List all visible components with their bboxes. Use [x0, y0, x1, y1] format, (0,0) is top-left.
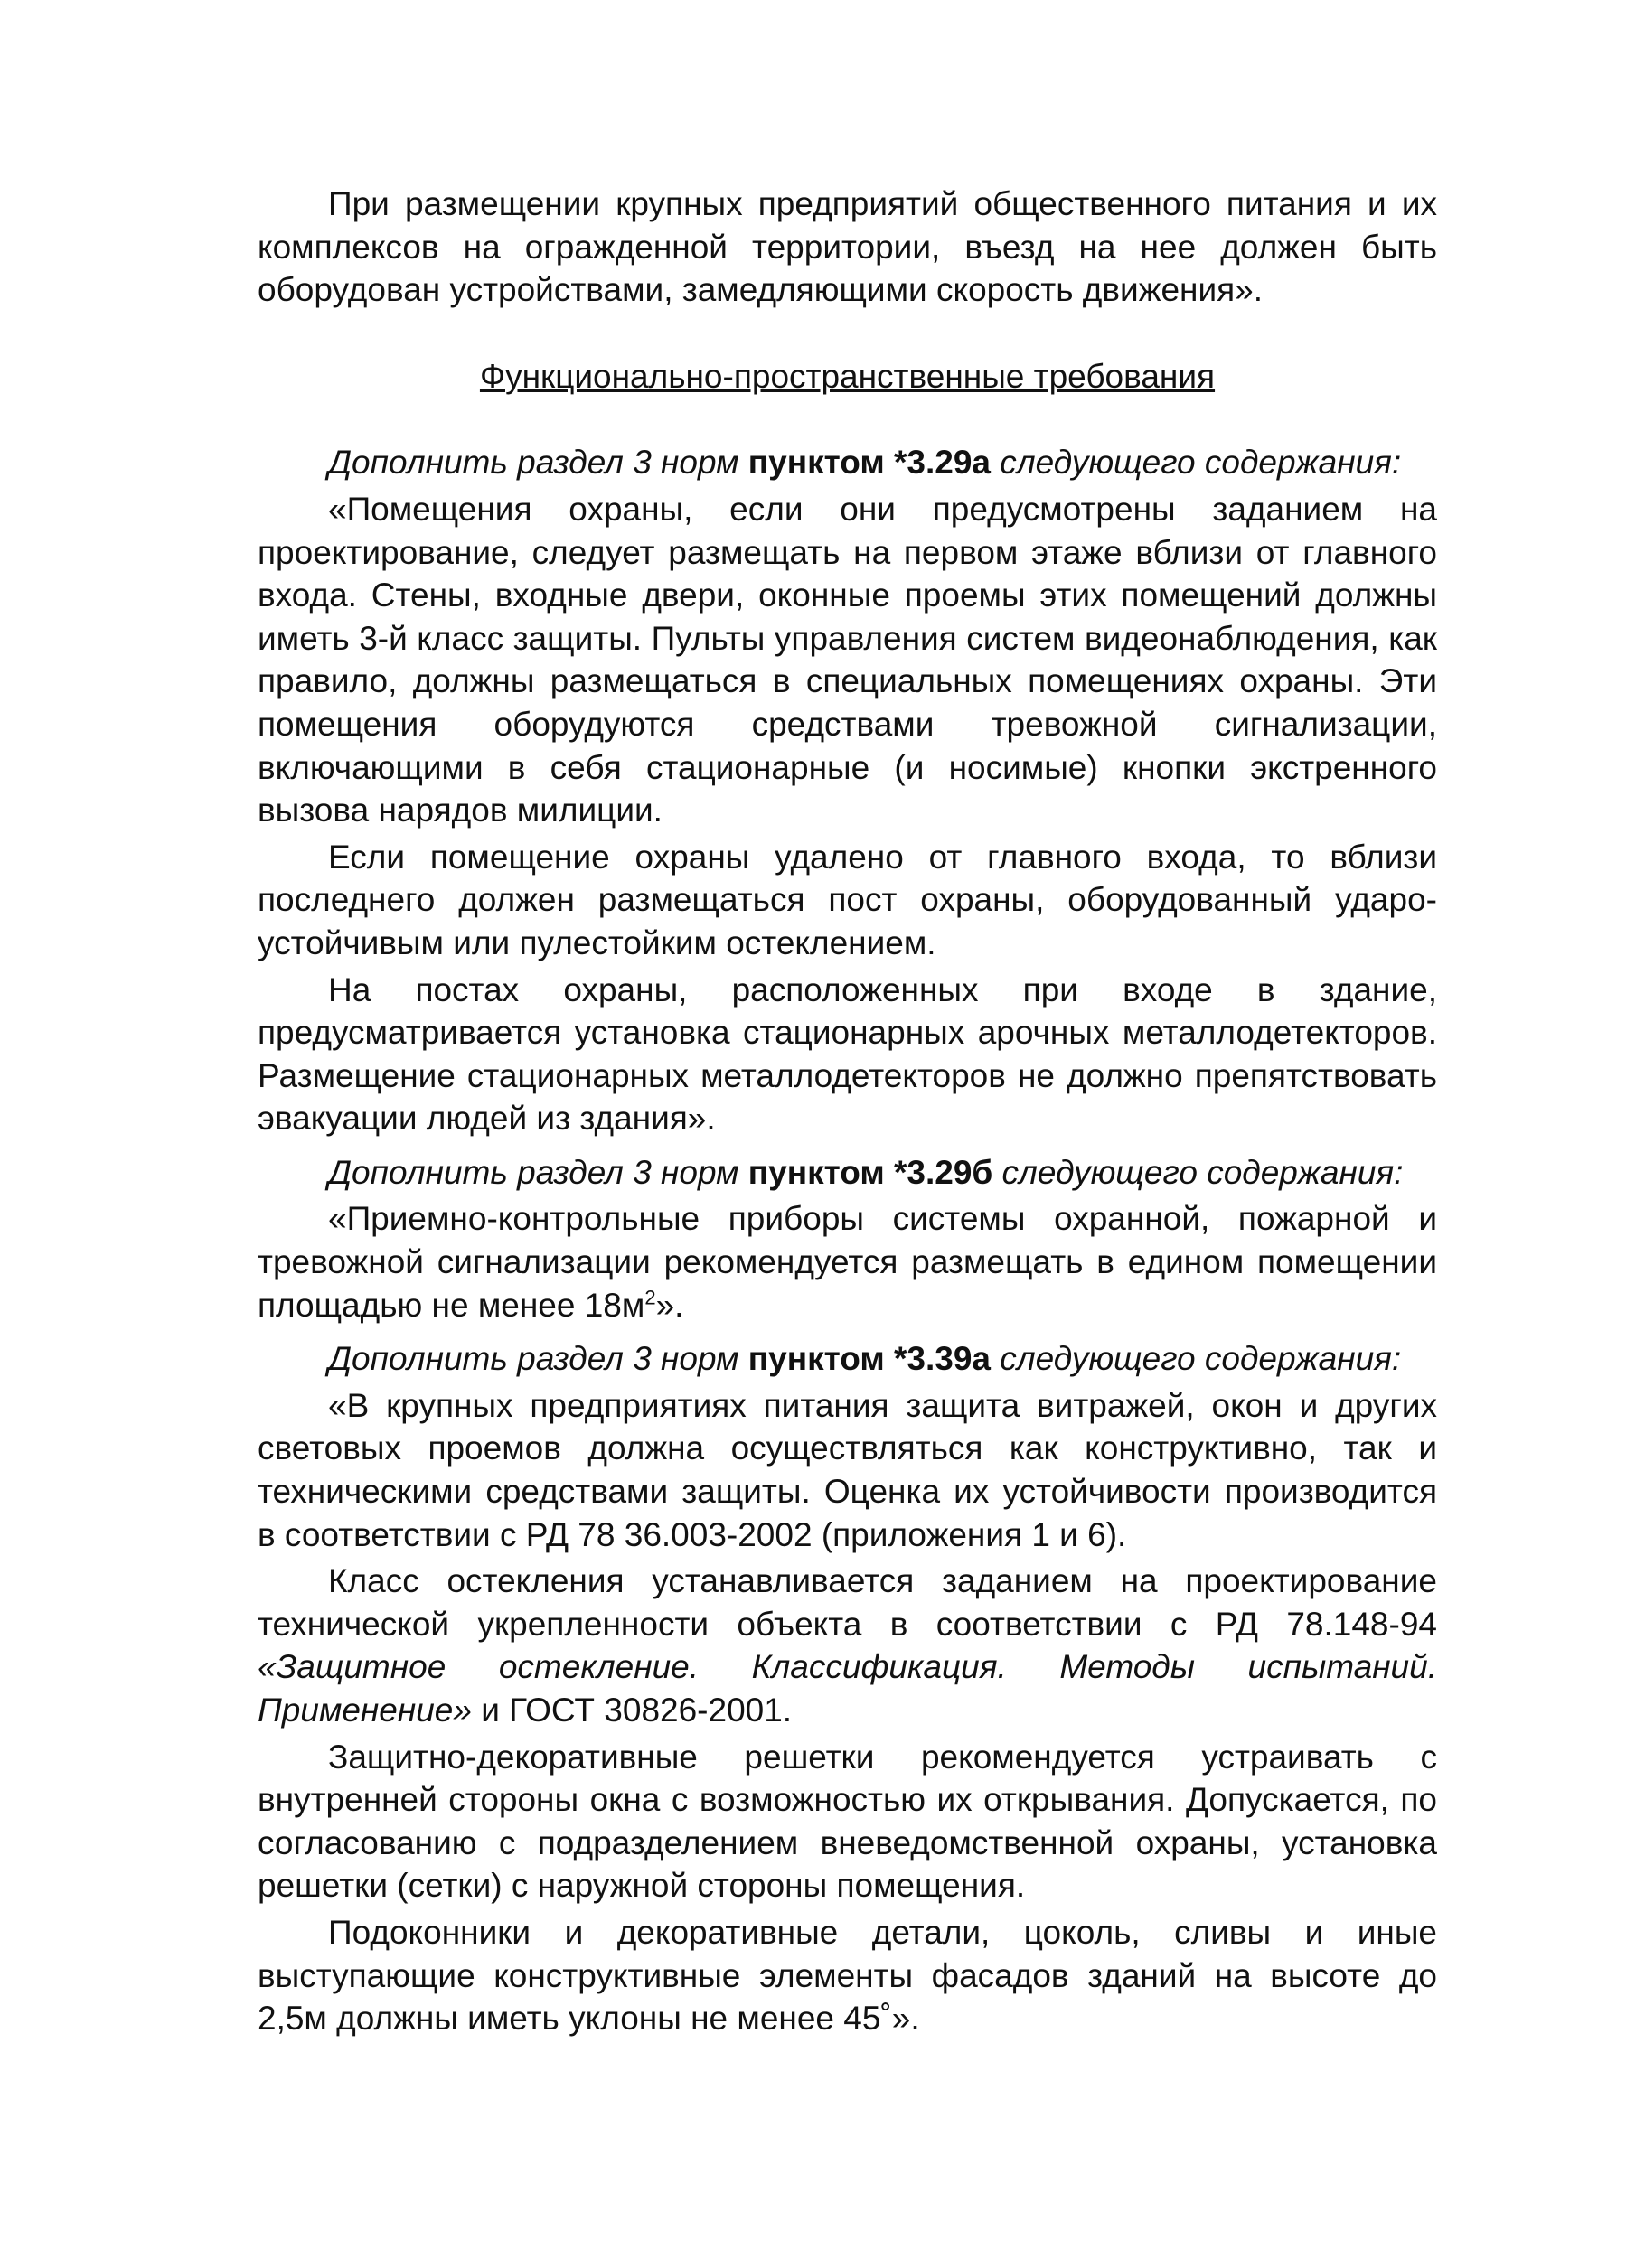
paragraph-security-rooms: «Помещения охраны, если они предусмотрены заданием на проектирование, следует размещать на первом этаже вблизи от главного входа. Стены, входные двери, оконные проемы этих помещений должны иметь 3-й класс защиты. Пульты управления систем видеонаблюдения, как правило, должны размещаться в специальных помещениях охраны. Эти помещения оборудуются средствами тревожной сигнализации, включающими в себя стационарные (и носимые) кнопки экстренного вызова нарядов милиции.: [258, 490, 1437, 829]
paragraph-control-devices: [258, 1197, 1437, 1326]
directive-clause: пунктом *3.29б: [747, 1153, 993, 1191]
intro-paragraph: При размещении крупных предприятий общественного питания и их комплексов на огражденной территории, въезд на нее должен быть оборудован устройствами, замедляющими скорость движения».: [258, 185, 1437, 309]
paragraph-end: ».: [655, 1286, 684, 1324]
standard-title: «Защитное остекление. Классификация. Методы испытаний. Применение»: [258, 1648, 1437, 1729]
directive-3-39a: [258, 1337, 1437, 1381]
directive-suffix: следующего содержания:: [992, 1153, 1404, 1191]
document-page: [258, 183, 1437, 2040]
directive-suffix: следующего содержания:: [990, 444, 1402, 482]
directive-3-29b: [258, 1151, 1437, 1195]
paragraph-window-sills: Подоконники и декоративные детали, цоколь, сливы и иные выступающие конструктивные элементы фасадов зданий на высоте до 2,5м должны иметь уклоны не менее 45˚».: [258, 1913, 1437, 2038]
paragraph-metal-detectors: На постах охраны, расположенных при входе в здание, предусматривается установка стационарных арочных металлодетекторов. Размещение стационарных металлодетекторов не должно препятствовать эвакуации людей из здания».: [258, 970, 1437, 1138]
paragraph-security-post: Если помещение охраны удалено от главного входа, то вблизи последнего должен размещаться пост охраны, оборудованный удароустойчивым или пулестойким остеклением.: [258, 838, 1437, 961]
paragraph-grilles: Защитно-декоративные решетки рекомендуется устраивать с внутренней стороны окна с возможностью их открывания. Допускается, по согласованию с подразделением вневедомственной охраны, установка решетки (сетки) с наружной стороны помещения.: [258, 1738, 1437, 1905]
paragraph-text: «Приемно-контрольные приборы системы охранной, пожарной и тревожной сигнализации рекомендуется размещать в едином помещении площадью не менее 18м: [258, 1200, 1437, 1324]
directive-prefix: Дополнить раздел 3 норм: [328, 444, 748, 482]
directive-prefix: Дополнить раздел 3 норм: [328, 1153, 748, 1191]
directive-clause: пунктом *3.29а: [747, 444, 991, 482]
paragraph-start: Класс остекления устанавливается заданием на проектирование технической укрепленности объекта в соответствии с РД 78.148-94: [258, 1562, 1437, 1643]
directive-clause: пунктом *3.39а: [747, 1340, 991, 1378]
paragraph-window-protection: «В крупных предприятиях питания защита витражей, окон и других световых проемов должна осуществляться как конструктивно, так и техническими средствами защиты. Оценка их устойчивости производится в соответствии с РД 78 36.003-2002 (приложения 1 и 6).: [258, 1386, 1437, 1553]
superscript: 2: [644, 1286, 656, 1309]
directive-prefix: Дополнить раздел 3 норм: [328, 1340, 748, 1378]
directive-suffix: следующего содержания:: [990, 1340, 1402, 1378]
paragraph-glazing-class: [258, 1560, 1437, 1731]
directive-3-29a: [258, 441, 1437, 484]
section-heading: Функционально-пространственные требования: [479, 357, 1216, 395]
paragraph-end: и ГОСТ 30826-2001.: [471, 1692, 793, 1729]
